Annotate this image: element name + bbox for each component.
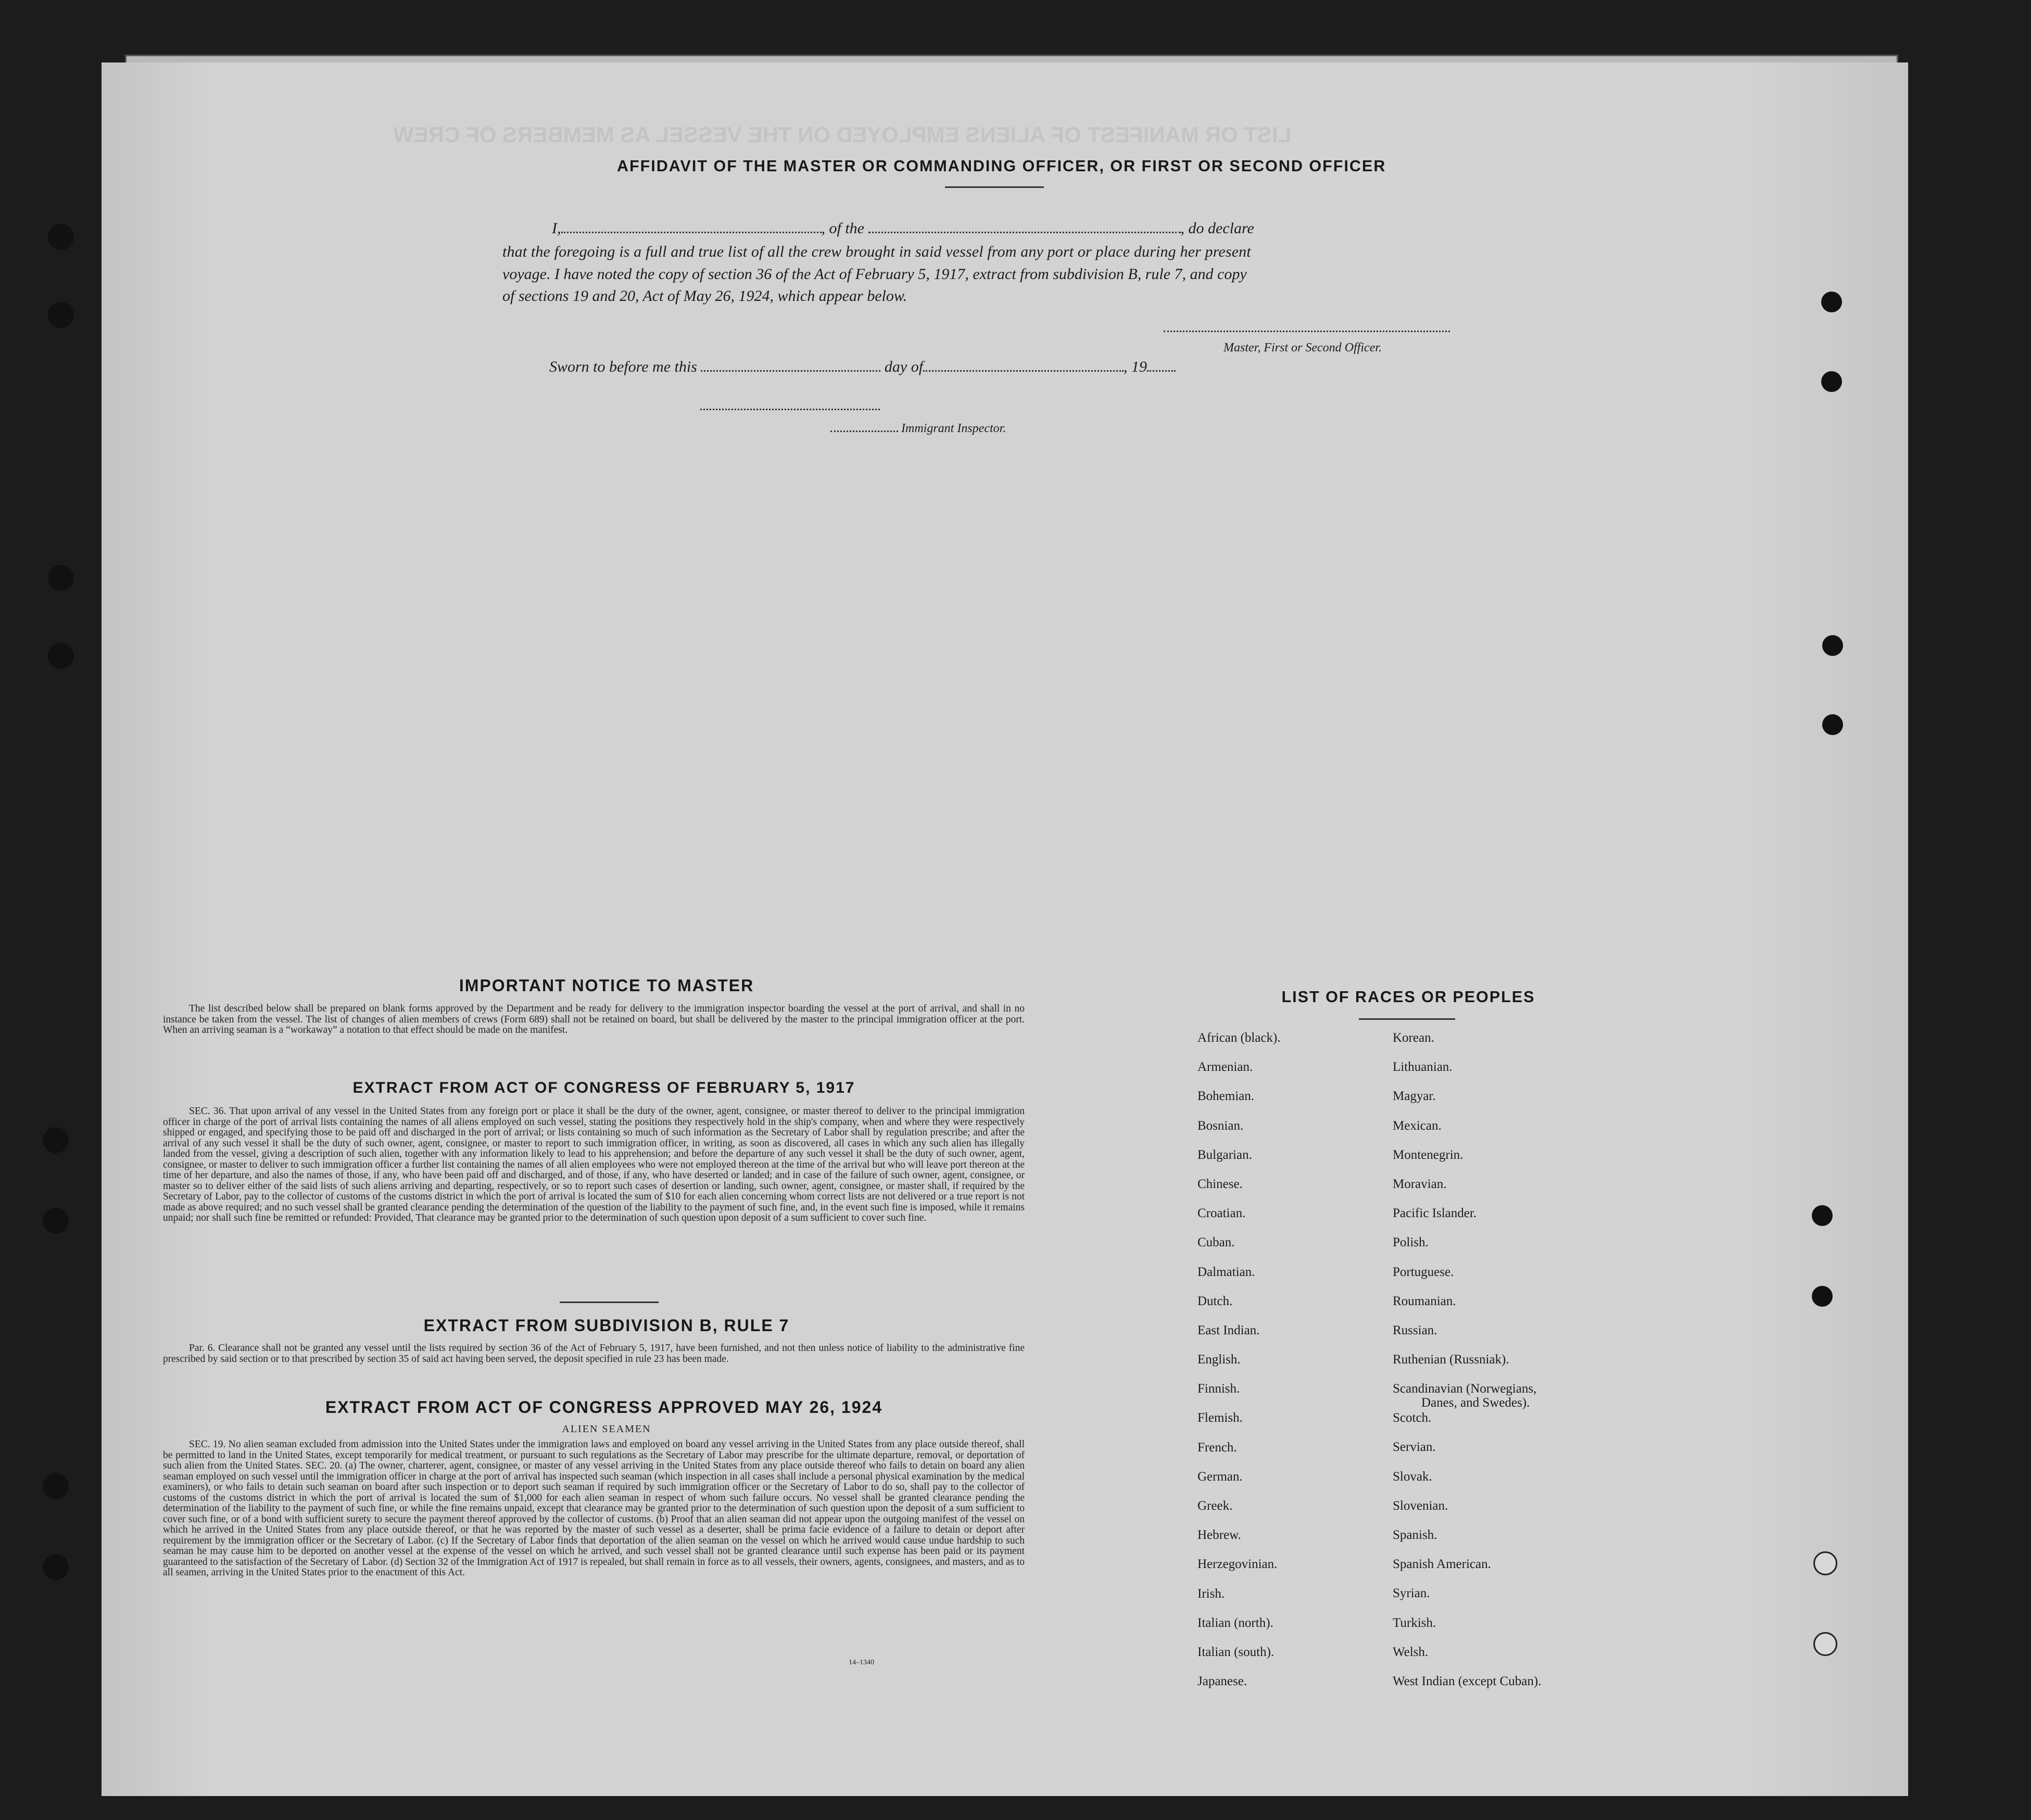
race-item: Hebrew.: [1197, 1528, 1241, 1543]
race-item: French.: [1197, 1440, 1237, 1455]
race-item: Pacific Islander.: [1393, 1206, 1477, 1221]
race-item: Croatian.: [1197, 1206, 1246, 1221]
notice-title: IMPORTANT NOTICE TO MASTER: [459, 976, 754, 995]
form-number: 14–1340: [849, 1659, 874, 1666]
race-item: Mexican.: [1393, 1118, 1442, 1133]
bleed-through-text: LIST OR MANIFEST OF ALIENS EMPLOYED ON THE VESSEL AS MEMBERS OF CREW: [393, 122, 1292, 147]
race-item: Bosnian.: [1197, 1118, 1244, 1133]
race-item: Slovenian.: [1393, 1498, 1448, 1513]
extract-1917-title: EXTRACT FROM ACT OF CONGRESS OF FEBRUARY 5, 1917: [352, 1079, 855, 1096]
race-item: Magyar.: [1393, 1089, 1436, 1104]
extract-1917-rule: [560, 1301, 659, 1303]
race-item: Roumanian.: [1393, 1294, 1456, 1308]
races-title-rule: [1359, 1018, 1455, 1020]
race-item: Herzegovinian.: [1197, 1557, 1278, 1572]
affidavit-title-rule: [945, 186, 1044, 188]
affidavit-line-3: voyage. I have noted the copy of section 36 of the Act of February 5, 1917, extract from subdivision B, rule 7, and copy: [502, 266, 1247, 283]
inspector-signature-line: [700, 403, 880, 410]
race-item: African (black).: [1197, 1031, 1281, 1045]
extract-rule7-body: Par. 6. Clearance shall not be granted any vessel until the lists required by section 36 of the Act of February 5, 1917, have been furnished, and not then unless notice of liability to the administrative fine prescribed by said section or to that prescribed by section 35 of said act having been served, the deposit specified in rule 23 has been made.: [163, 1343, 1025, 1364]
punch-hole: [48, 565, 74, 591]
punch-hole: [48, 224, 74, 250]
master-signature-line: [1164, 325, 1450, 332]
sworn-label: Sworn to before me this: [549, 358, 697, 375]
race-item: Portuguese.: [1393, 1265, 1454, 1279]
affidavit-do-declare: , do declare: [1180, 220, 1254, 237]
race-item: Armenian.: [1197, 1060, 1253, 1075]
affidavit-title: AFFIDAVIT OF THE MASTER OR COMMANDING OFFICER, OR FIRST OR SECOND OFFICER: [617, 157, 1386, 175]
race-item: Ruthenian (Russniak).: [1393, 1353, 1509, 1367]
inspector-caption-text: Immigrant Inspector.: [901, 422, 1006, 435]
master-caption: Master, First or Second Officer.: [1223, 341, 1382, 355]
race-item: Japanese.: [1197, 1674, 1247, 1689]
race-item: German.: [1197, 1469, 1243, 1484]
punch-hole: [48, 302, 74, 328]
punch-hole: [1821, 371, 1842, 392]
race-item: Korean.: [1393, 1031, 1434, 1045]
race-item: Dalmatian.: [1197, 1265, 1255, 1279]
race-item: Spanish.: [1393, 1528, 1437, 1542]
affidavit-of-the: , of the: [821, 220, 864, 237]
document-sheet: [102, 62, 1908, 1796]
affidavit-line-4: of sections 19 and 20, Act of May 26, 1924, which appear below.: [502, 287, 907, 305]
punch-hole: [43, 1127, 69, 1153]
race-item: Finnish.: [1197, 1382, 1240, 1396]
race-item: Scandinavian (Norwegians,: [1393, 1382, 1537, 1396]
extract-rule7-title: EXTRACT FROM SUBDIVISION B, RULE 7: [423, 1316, 790, 1335]
race-item: English.: [1197, 1353, 1241, 1367]
race-item: Lithuanian.: [1393, 1060, 1453, 1075]
race-item: East Indian.: [1197, 1323, 1260, 1337]
race-item: Polish.: [1393, 1235, 1429, 1250]
race-item: Scotch.: [1393, 1411, 1432, 1425]
race-item: Syrian.: [1393, 1586, 1430, 1601]
race-item: Italian (south).: [1197, 1645, 1275, 1659]
races-column-1: [1197, 1031, 1281, 1703]
race-item: Turkish.: [1393, 1615, 1436, 1630]
punch-hole: [1813, 1632, 1837, 1656]
race-item: Italian (north).: [1197, 1615, 1273, 1630]
race-item: Spanish American.: [1393, 1557, 1491, 1572]
race-item: Chinese.: [1197, 1177, 1243, 1191]
race-item: Danes, and Swedes).: [1421, 1396, 1530, 1410]
race-item: Bohemian.: [1197, 1089, 1255, 1104]
race-item: Bulgarian.: [1197, 1147, 1252, 1162]
race-item: Dutch.: [1197, 1294, 1233, 1308]
punch-hole: [43, 1208, 69, 1234]
race-item: Cuban.: [1197, 1235, 1235, 1250]
race-item: West Indian (except Cuban).: [1393, 1674, 1542, 1688]
races-title: LIST OF RACES OR PEOPLES: [1281, 988, 1535, 1006]
race-item: Flemish.: [1197, 1411, 1243, 1425]
punch-hole: [1822, 635, 1843, 656]
punch-hole: [1813, 1551, 1837, 1575]
extract-1924-title: EXTRACT FROM ACT OF CONGRESS APPROVED MAY 26, 1924: [325, 1398, 883, 1417]
punch-hole: [1812, 1205, 1833, 1226]
punch-hole: [43, 1473, 69, 1499]
race-item: Greek.: [1197, 1499, 1233, 1513]
affidavit-i: I,: [552, 220, 561, 237]
race-item: Welsh.: [1393, 1645, 1429, 1659]
punch-hole: [1812, 1286, 1833, 1307]
punch-hole: [43, 1554, 69, 1580]
punch-hole: [1822, 714, 1843, 735]
race-item: Slovak.: [1393, 1469, 1432, 1484]
punch-hole: [1821, 292, 1842, 312]
race-item: Irish.: [1197, 1586, 1225, 1601]
affidavit-line-1: [552, 220, 1254, 237]
punch-hole: [48, 643, 74, 669]
race-item: Montenegrin.: [1393, 1147, 1464, 1162]
day-of-label: day of: [884, 358, 924, 375]
race-item: Russian.: [1393, 1323, 1437, 1337]
race-item: Moravian.: [1393, 1177, 1447, 1191]
affidavit-line-2: that the foregoing is a full and true list of all the crew brought in said vessel from any port or place during her present: [502, 243, 1251, 260]
race-item: Servian.: [1393, 1440, 1436, 1455]
extract-1917-body: SEC. 36. That upon arrival of any vessel in the United States from any foreign port or place it shall be the duty of the owner, agent, consignee, or master thereof to deliver to the principal immigration officer in charge of the port of arrival lists containing the names of all aliens employed on such vessel, stating the positions they respectively hold in the ship's company, when and where they were respectively shipped or engaged, and specifying those to be paid off and discharged in the port of arrival; or lists containing so much of such information as the Secretary of Labor shall by regulation prescribe; and after the arrival of any such vessel it shall be the duty of such owner, agent, consignee, or master to report to such immigration officer, in writing, as soon as discovered, all cases in which any such alien has illegally landed from the vessel, giving a description of such alien, together with any information likely to lead to his apprehension; and before the departure of any such vessel it shall be the duty of such owner, agent, consignee, or master to deliver to such immigration officer a further list containing the names of all alien employees who were not employed thereon at the time of the arrival but who will leave port thereon at the time of her departure, and also the names of those, if any, who have been paid off and discharged, and of those, if any, who have deserted or landed; and in case of the failure of such owner, agent, consignee, or master so to deliver either of the said lists of such aliens arriving and departing, respectively, or so to report such cases of desertion or landing, such owner, agent, consignee, or master shall, if required by the Secretary of Labor, pay to the collector of customs of the customs district in which the port of arrival is located the sum of $10 for each alien concerning whom correct lists are not delivered or a true report is not made as above required; and no such vessel shall be granted clearance pending the determination of the question of the liability to the payment of such fine, and, in the event such fine is imposed, while it remains unpaid; nor shall such fine be remitted or refunded: Provided, That clearance may be granted prior to the determination of such question upon deposit of a sum sufficient to cover such fine.: [163, 1106, 1025, 1223]
races-column-2: [1393, 1031, 1541, 1703]
extract-1924-subtitle: ALIEN SEAMEN: [562, 1423, 651, 1435]
notice-body: The list described below shall be prepared on blank forms approved by the Department and be ready for delivery to the immigration inspector boarding the vessel at the port of arrival, and shall in no instance be taken from the vessel. The list of changes of alien members of crews (Form 689) shall not be retained on board, but shall be delivered by the master to the principal immigration officer at the port. When an arriving seaman is a “workaway” a notation to that effect should be made on the manifest.: [163, 1003, 1025, 1035]
inspector-caption: [830, 422, 1006, 436]
extract-1924-body: SEC. 19. No alien seaman excluded from admission into the United States under the immigration laws and employed on board any vessel arriving in the United States from any place outside thereof, shall be permitted to land in the United States, except temporarily for medical treatment, or pursuant to such regulations as the Secretary of Labor may prescribe for the ultimate departure, removal, or deportation of such alien from the United States. SEC. 20. (a) The owner, charterer, agent, consignee, or master of any vessel arriving in the United States from any place outside thereof who fails to detain on board any alien seaman employed on such vessel until the immigration officer in charge at the port of arrival has inspected such seaman (which inspection in all cases shall include a personal physical examination by the medical examiners), or who fails to detain such seaman on board after such inspection or to deport such seaman if required by such immigration officer or the Secretary of Labor to do so, shall pay to the collector of customs of the customs district in which the port of arrival is located the sum of $1,000 for each alien seaman in respect of whom such failure occurs. No vessel shall be granted clearance pending the determination of the liability to the payment of such fine, or while the fine remains unpaid, except that clearance may be granted prior to the determination of such question upon the deposit of a sum sufficient to cover such fine, or of a bond with sufficient surety to secure the payment thereof approved by the collector of customs. (b) Proof that an alien seaman did not appear upon the outgoing manifest of the vessel on which he arrived in the United States from any place outside thereof, or that he was reported by the master of such vessel as a deserter, shall be prima facie evidence of a failure to detain or deport after requirement by the immigration officer or the Secretary of Labor. (c) If the Secretary of Labor finds that deportation of the alien seaman on the vessel on which he arrived would cause undue hardship to such seaman he may cause him to be deported on another vessel at the expense of the vessel on which he arrived, and such vessel shall not be granted clearance until such expense has been paid or its payment guaranteed to the satisfaction of the Secretary of Labor. (d) Section 32 of the Immigration Act of 1917 is repealed, but shall remain in force as to all vessels, their owners, agents, consignees, and masters, and as to all seamen, arriving in the United States prior to the enactment of this Act.: [163, 1439, 1025, 1578]
sworn-line: [549, 358, 1176, 376]
year-label: , 19: [1124, 358, 1147, 375]
